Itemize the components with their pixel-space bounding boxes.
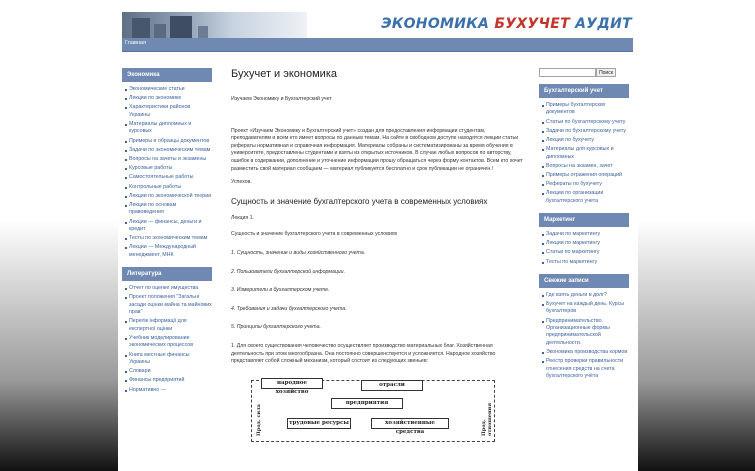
literature-link[interactable]: Финансы предприятий	[125, 377, 212, 384]
page-container	[118, 8, 638, 471]
literature-link[interactable]: Нормативно —	[125, 387, 212, 394]
recent-post-link[interactable]: Где взять деньги в долг?	[542, 292, 629, 299]
economy-link[interactable]: Лекции — Международный менеджмент, МНК	[125, 244, 212, 259]
accounting-link[interactable]: Задачи по бухгалтерскому учету	[542, 128, 629, 135]
diagram-side-left: Прод. сила	[256, 403, 262, 436]
topic-item: 4. Требования и задачи бухгалтерского учета.	[231, 305, 347, 312]
literature-link[interactable]: Учебник моделирование экономических процессов	[125, 335, 212, 350]
accounting-link[interactable]: Рефераты по бухучету	[542, 181, 629, 188]
literature-link[interactable]: Отчет по оценке имущества	[125, 285, 212, 292]
intro-text: Изучаем Экономику и Бухгалтерский учет	[231, 96, 332, 102]
recent-post-link[interactable]: Реестр проверки правильности отнесения средств на счета бухгалтерского учёта	[542, 358, 629, 380]
marketing-link[interactable]: Лекции по маркетингу	[542, 240, 629, 247]
economy-link[interactable]: Лекции — финансы, деньги и кредит	[125, 219, 212, 234]
economy-link[interactable]: Лекции по экономике	[125, 95, 212, 102]
accounting-link[interactable]: Лекции по организации бухгалтерского учета	[542, 190, 629, 205]
economy-link[interactable]: Тесты по экономическим темам	[125, 235, 212, 242]
site-header	[118, 8, 638, 38]
economy-link[interactable]: Курсовые работы	[125, 165, 212, 172]
accounting-link[interactable]: Статьи по бухгалтерскому учету	[542, 119, 629, 126]
search-button[interactable]: Поиск	[596, 68, 616, 77]
article-heading: Сущность и значение бухгалтерского учета в современных условиях	[231, 196, 488, 206]
literature-links	[122, 281, 212, 402]
search-input[interactable]	[539, 68, 596, 77]
widget-title-economy: Экономика	[122, 68, 212, 82]
main-navigation	[122, 38, 633, 52]
site-title-part2: БУХУЧЕТ	[494, 16, 570, 32]
site-logo-title[interactable]	[381, 16, 632, 32]
recent-post-link[interactable]: Экономика производства кормов	[542, 349, 629, 356]
literature-link[interactable]: Словари	[125, 368, 212, 375]
right-sidebar	[539, 68, 629, 388]
marketing-link[interactable]: Задачи по маркетингу	[542, 231, 629, 238]
diagram-box-sectors: отрасли	[361, 380, 423, 391]
economy-link[interactable]: Лекции по основам правоведения	[125, 202, 212, 217]
diagram-box-labor: трудовые ресурсы	[287, 418, 351, 429]
economy-link[interactable]: Экономические статьи	[125, 86, 212, 93]
page-title: Бухучет и экономика	[231, 68, 337, 80]
widget-title-recent-posts: Свежие записи	[539, 274, 629, 288]
topic-item: 5. Принципы бухгалтерского учета.	[231, 324, 321, 331]
widget-title-marketing: Маркетинг	[539, 213, 629, 227]
economy-links	[122, 82, 212, 267]
nav-home-link[interactable]: Главная	[125, 40, 146, 46]
project-description: Проект «Изучаем Экономику и Бухгалтерский учет» создан для предоставления информации студентам, преподавателям и всем кто имеет вопросы по данным темам. На сайте в свободном доступе находятся лекции статьи рефераты нормативная и справочная информация. Материалы собраны и систематизированы за время обучения в университете, предоставлены студентами и взяты из открытых источников. В случае любых вопросов по авторству, ошибок в содержании, дополнение и уточнение информации прошу обращаться через форму контактов. Всем кто хочет разместить свой материал сообщаем — материал публикуется бесплатно и срок публикации не ограничен.!	[231, 127, 523, 172]
diagram-box-assets: хозяйственные средства	[371, 418, 449, 429]
lecture-label: Лекция 1.	[231, 214, 255, 221]
body-paragraph: 1. Для своего существования человечество осуществляет производство материальных благ. Хозяйственная деятельность при этом многообразна. Она постоянно совершенствуется и усложняется. Народное хозяйство представляет собой сложный механизм, который состоит из следующих звеньев:	[231, 342, 496, 365]
economy-link[interactable]: Контрольные работы	[125, 184, 212, 191]
diagram-box-economy: народное хозяйство	[261, 378, 323, 389]
accounting-link[interactable]: Материалы для курсовых и дипломных	[542, 146, 629, 161]
economy-link[interactable]: Самостоятельные работы	[125, 174, 212, 181]
main-content	[231, 68, 523, 436]
literature-link[interactable]: Перелік інформації для експертної оцінки	[125, 318, 212, 333]
economy-link[interactable]: Примеры и образцы документов	[125, 138, 212, 145]
economy-link[interactable]: Лекции по экономической теории	[125, 193, 212, 200]
widget-title-accounting: Бухгалтерский учет	[539, 84, 629, 98]
economy-link[interactable]: Вопросы на зачеты и экзамены	[125, 156, 212, 163]
header-building-photo	[122, 12, 307, 38]
accounting-link[interactable]: Лекции по бухучету	[542, 137, 629, 144]
topic-item: 2. Пользователи бухгалтерской информации.	[231, 268, 346, 275]
literature-link[interactable]: Проект положения "Загальні засади оцінки майна та майнових прав"	[125, 294, 212, 316]
accounting-link[interactable]: Примеры отражения операций	[542, 172, 629, 179]
recent-post-link[interactable]: Бухучет на каждый день. Курсы бухгалтеров	[542, 301, 629, 316]
site-title-part1: ЭКОНОМИКА	[381, 16, 490, 32]
widget-title-literature: Литература	[122, 267, 212, 281]
accounting-link[interactable]: Вопросы на экзамен, зачет	[542, 163, 629, 170]
lecture-topic: Сущность и значение бухгалтерского учета в современных условиях	[231, 231, 398, 238]
economy-link[interactable]: Материалы дипломных и курсовых	[125, 121, 212, 136]
success-text: Успехов.	[231, 179, 252, 186]
search-form	[539, 68, 629, 78]
topic-item: 1. Сущность, значение и виды хозяйственного учета.	[231, 249, 366, 256]
economy-link[interactable]: Задачи по экономическим темам	[125, 147, 212, 154]
accounting-link[interactable]: Примеры бухгалтерских документов	[542, 102, 629, 117]
marketing-link[interactable]: Тесты по маркетингу	[542, 259, 629, 266]
marketing-links	[539, 227, 629, 274]
diagram-box-enterprise: предприятия	[331, 398, 403, 409]
economy-link[interactable]: Характеристики районов Украины	[125, 104, 212, 119]
marketing-link[interactable]: Статьи по маркетингу	[542, 249, 629, 256]
literature-link[interactable]: Книга местные финансы Украины	[125, 352, 212, 367]
recent-posts-links	[539, 288, 629, 388]
recent-post-link[interactable]: Предпринимательство. Организационные формы предпринимательской деятельности.	[542, 318, 629, 348]
topic-item: 3. Измерители в бухгалтерском учете.	[231, 287, 330, 294]
diagram-side-right: Прод. отношения	[481, 402, 493, 436]
economy-structure-diagram	[249, 376, 499, 436]
accounting-links	[539, 98, 629, 213]
site-title-part3: АУДИТ	[575, 16, 632, 32]
left-sidebar	[122, 68, 212, 402]
